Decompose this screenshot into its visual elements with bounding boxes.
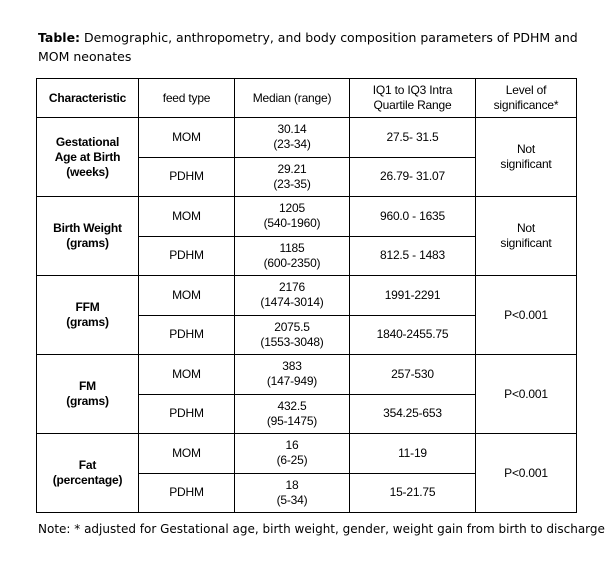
feed-type-cell: PDHM (139, 157, 235, 197)
significance-line: P<0.001 (504, 386, 548, 401)
median-cell (235, 276, 350, 316)
table-row (37, 276, 577, 316)
characteristic-line: Fat (78, 458, 97, 472)
median-cell (235, 394, 350, 434)
iqr-cell: 257-530 (350, 355, 476, 395)
median-cell (235, 118, 350, 158)
significance-line: significant (500, 236, 552, 250)
median-range: (23-34) (273, 137, 311, 152)
median-range: (23-35) (273, 176, 311, 191)
significance-line: significant (500, 157, 552, 171)
header-feed-type: feed type (139, 79, 235, 118)
table-caption (38, 28, 583, 66)
header-iqr (350, 79, 476, 118)
median-cell (235, 197, 350, 237)
median-value: 1185 (279, 240, 305, 255)
median-value: 432.5 (277, 398, 307, 413)
header-median: Median (range) (235, 79, 350, 118)
header-sig-line1: Level of (505, 83, 547, 97)
characteristic-line: (grams) (66, 236, 109, 250)
characteristic-cell (37, 434, 139, 513)
iqr-cell: 1991-2291 (350, 276, 476, 316)
median-cell (235, 236, 350, 276)
median-range: (5-34) (276, 492, 308, 507)
characteristic-cell (37, 197, 139, 276)
table-row (37, 197, 577, 237)
characteristic-cell (37, 355, 139, 434)
feed-type-cell: PDHM (139, 394, 235, 434)
median-range: (600-2350) (263, 255, 321, 270)
median-value: 1205 (279, 201, 305, 216)
significance-cell (476, 276, 577, 355)
median-cell (235, 434, 350, 474)
characteristic-line: (weeks) (66, 164, 109, 179)
iqr-cell: 15-21.75 (350, 473, 476, 513)
characteristic-cell (37, 118, 139, 197)
header-characteristic: Characteristic (37, 79, 139, 118)
caption-text: Demographic, anthropometry, and body composition parameters of PDHM and MOM neonates (38, 30, 578, 64)
header-iqr-line2: Quartile Range (373, 98, 452, 112)
feed-type-cell: MOM (139, 118, 235, 158)
median-range: (95-1475) (266, 413, 318, 428)
iqr-cell: 960.0 - 1635 (350, 197, 476, 237)
median-value: 2075.5 (274, 319, 310, 334)
significance-line: P<0.001 (504, 465, 548, 480)
table-row (37, 118, 577, 158)
median-cell (235, 355, 350, 395)
characteristic-line: FFM (75, 300, 100, 314)
characteristic-line: Birth Weight (53, 221, 122, 235)
significance-line: P<0.001 (504, 307, 548, 322)
significance-cell (476, 355, 577, 434)
iqr-cell: 354.25-653 (350, 394, 476, 434)
feed-type-cell: MOM (139, 434, 235, 474)
significance-cell (476, 197, 577, 276)
feed-type-cell: PDHM (139, 473, 235, 513)
data-table (36, 78, 577, 513)
median-value: 18 (285, 477, 299, 492)
feed-type-cell: MOM (139, 276, 235, 316)
median-cell (235, 473, 350, 513)
table-body (37, 118, 577, 513)
significance-line: Not (516, 221, 536, 235)
caption-lead: Table: (38, 30, 81, 45)
significance-cell (476, 118, 577, 197)
header-row (37, 79, 577, 118)
median-value: 16 (285, 438, 299, 453)
median-range: (1553-3048) (260, 334, 324, 349)
iqr-cell: 812.5 - 1483 (350, 236, 476, 276)
characteristic-cell (37, 276, 139, 355)
median-cell (235, 157, 350, 197)
median-range: (540-1960) (263, 216, 321, 231)
feed-type-cell: PDHM (139, 236, 235, 276)
feed-type-cell: MOM (139, 197, 235, 237)
median-range: (1474-3014) (260, 295, 324, 310)
median-value: 2176 (279, 280, 305, 295)
characteristic-line: (grams) (66, 394, 109, 408)
characteristic-line: FM (79, 379, 96, 393)
characteristic-line: Gestational (55, 134, 120, 149)
significance-line: Not (516, 142, 536, 156)
characteristic-line: (percentage) (52, 473, 123, 487)
median-value: 29.21 (277, 161, 307, 176)
feed-type-cell: MOM (139, 355, 235, 395)
table-row (37, 434, 577, 474)
median-range: (6-25) (276, 453, 308, 468)
feed-type-cell: PDHM (139, 315, 235, 355)
characteristic-line: Age at Birth (54, 149, 121, 164)
iqr-cell: 27.5- 31.5 (350, 118, 476, 158)
table-note: Note: * adjusted for Gestational age, birth weight, gender, weight gain from birth to discharge (38, 522, 605, 536)
median-cell (235, 315, 350, 355)
iqr-cell: 11-19 (350, 434, 476, 474)
characteristic-line: (grams) (66, 315, 109, 329)
median-value: 383 (282, 359, 302, 374)
iqr-cell: 26.79- 31.07 (350, 157, 476, 197)
median-range: (147-949) (266, 374, 318, 389)
significance-cell (476, 434, 577, 513)
header-iqr-line1: IQ1 to IQ3 Intra (372, 83, 453, 97)
header-significance (476, 79, 577, 118)
table-row (37, 355, 577, 395)
median-value: 30.14 (277, 122, 307, 137)
iqr-cell: 1840-2455.75 (350, 315, 476, 355)
header-sig-line2: significance* (493, 98, 559, 112)
